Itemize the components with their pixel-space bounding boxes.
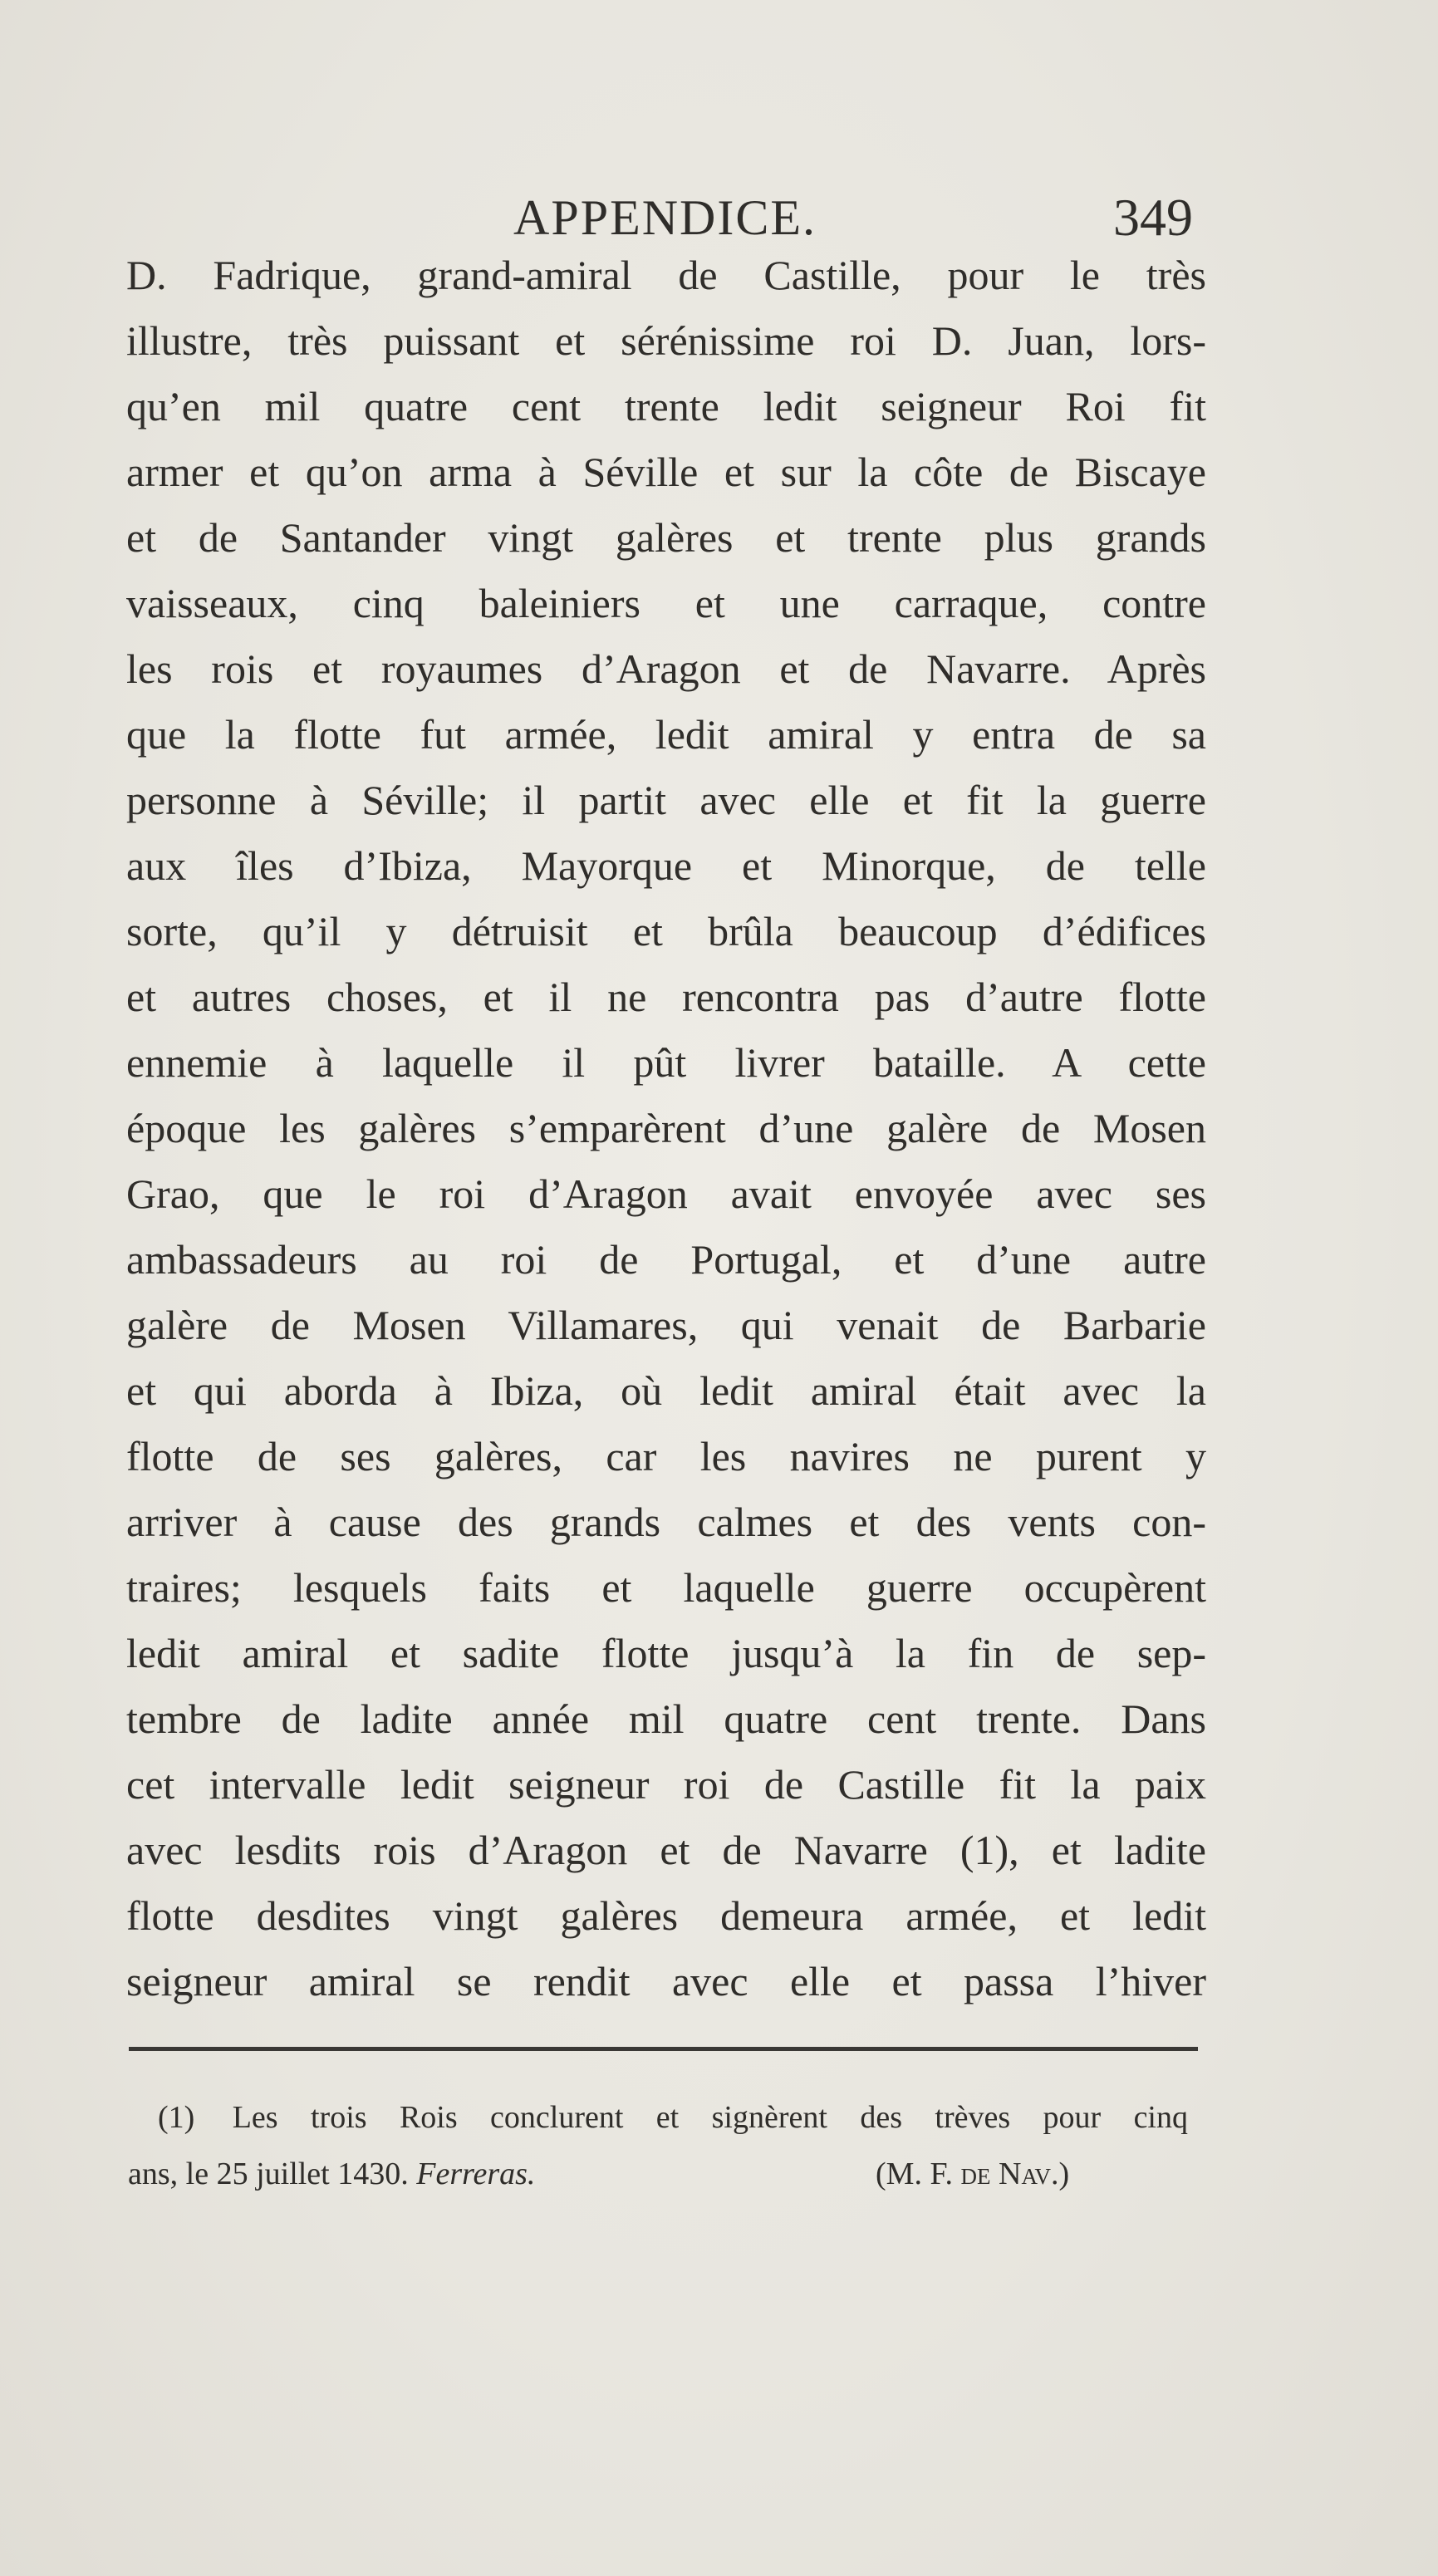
text-line: aux îles d’Ibiza, Mayorque et Minorque, de telle [126, 842, 1206, 889]
text-line: les rois et royaumes d’Aragon et de Navarre. Après [126, 645, 1206, 692]
text-line: que la flotte fut armée, ledit amiral y entra de sa [126, 711, 1206, 758]
text-line: galère de Mosen Villamares, qui venait de Barbarie [126, 1302, 1206, 1348]
text-line: avec lesdits rois d’Aragon et de Navarre (1), et ladite [126, 1827, 1206, 1873]
body-text [126, 243, 1206, 2014]
text-line: traires; lesquels faits et laquelle guerre occupèrent [126, 1564, 1206, 1611]
text-line: flotte de ses galères, car les navires ne purent y [126, 1433, 1206, 1479]
text-line: D. Fadrique, grand-amiral de Castille, pour le très [126, 252, 1206, 298]
text-line: personne à Séville; il partit avec elle et fit la guerre [126, 777, 1206, 823]
footnote-number: (1) [158, 2100, 195, 2135]
running-title: APPENDICE. [513, 190, 817, 245]
text-line: armer et qu’on arma à Séville et sur la côte de Biscaye [126, 449, 1206, 495]
footnote-text: Les trois Rois conclurent et signèrent des trèves pour cinq [232, 2100, 1188, 2135]
text-line: ennemie à laquelle il pût livrer bataille. A cette [126, 1039, 1206, 1086]
footnote-text-continued: ans, le 25 juillet 1430. [128, 2156, 409, 2191]
text-line: qu’en mil quatre cent trente ledit seigneur Roi fit [126, 383, 1206, 429]
text-line: vaisseaux, cinq baleiniers et une carraque, contre [126, 580, 1206, 626]
page-number: 349 [1113, 188, 1193, 247]
text-line: seigneur amiral se rendit avec elle et passa l’hiver [126, 1958, 1206, 2004]
footnote-line-1 [158, 2089, 1188, 2146]
footnote-line-2 [128, 2146, 1188, 2202]
text-line: flotte desdites vingt galères demeura armée, et ledit [126, 1892, 1206, 1939]
footnote [128, 2089, 1188, 2202]
text-line: ledit amiral et sadite flotte jusqu’à la fin de sep- [126, 1630, 1206, 1676]
text-line: tembre de ladite année mil quatre cent trente. Dans [126, 1695, 1206, 1742]
text-line: époque les galères s’emparèrent d’une galère de Mosen [126, 1105, 1206, 1151]
text-line: ambassadeurs au roi de Portugal, et d’une autre [126, 1236, 1206, 1283]
running-head [0, 184, 1438, 251]
text-line: illustre, très puissant et sérénissime roi D. Juan, lors- [126, 317, 1206, 364]
text-line: sorte, qu’il y détruisit et brûla beaucoup d’édifices [126, 908, 1206, 954]
footnote-rule [129, 2047, 1198, 2051]
text-line: et autres choses, et il ne rencontra pas d’autre flotte [126, 974, 1206, 1020]
text-line: et de Santander vingt galères et trente plus grands [126, 514, 1206, 561]
text-line: arriver à cause des grands calmes et des vents con- [126, 1499, 1206, 1545]
text-line: cet intervalle ledit seigneur roi de Castille fit la paix [126, 1761, 1206, 1808]
text-line: et qui aborda à Ibiza, où ledit amiral était avec la [126, 1367, 1206, 1414]
footnote-source: Ferreras. [416, 2156, 536, 2191]
footnote-attribution: (M. F. de Nav.) [876, 2156, 1070, 2191]
text-line: Grao, que le roi d’Aragon avait envoyée avec ses [126, 1170, 1206, 1217]
